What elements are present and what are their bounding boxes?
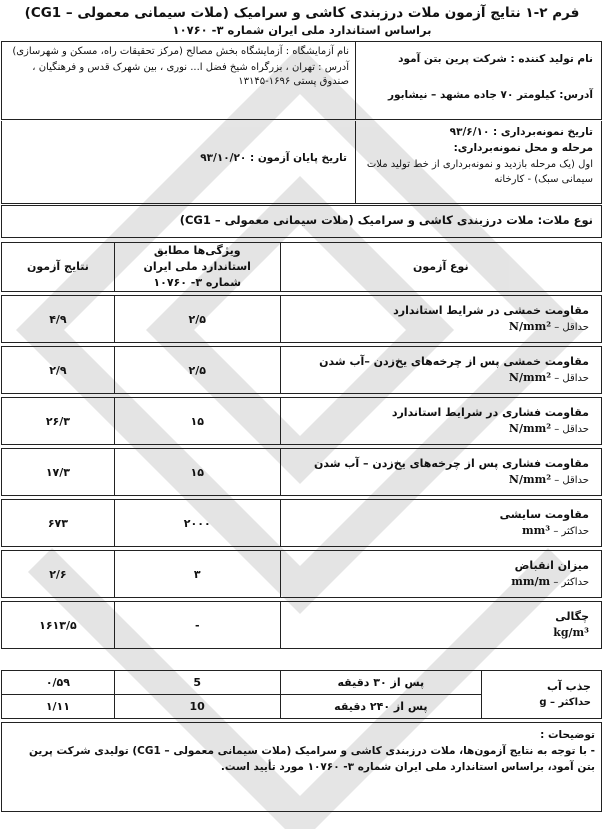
result-value: ۱/۱۱ [2,695,115,719]
mortar-type: نوع ملات: ملات درزبندی کاشی و سرامیک (ملات سیمانی معمولی – CG1) [179,213,593,227]
test-name: میزان انقباض [514,558,589,572]
test-limit: حداقل – [554,321,589,333]
test-limit: حداقل – [554,423,589,435]
table-row [2,602,602,649]
result-value: ۱۶۱۳/۵ [2,602,115,649]
table-row [2,296,602,343]
test-limit: حداکثر – [553,525,589,537]
test-end-date: تاریخ پایان آزمون : ۹۳/۱۰/۲۰ [200,152,347,164]
water-absorption-name: جذب آب [547,679,591,693]
water-absorption-table [1,670,602,719]
spec-value: ۲/۵ [114,296,280,343]
test-name: مقاومت سایشی [499,507,589,521]
test-limit: حداقل – [554,372,589,384]
test-unit: kg/m³ [553,625,589,639]
lab-cell [2,42,355,119]
manufacturer-name: نام تولید کننده : شرکت پرین بتن آمود [398,53,593,65]
result-value: ۴/۹ [2,296,115,343]
table-row [2,347,602,394]
period-label: پس از ۳۰ دقیقه [280,671,482,695]
result-value: ۲۶/۳ [2,398,115,445]
water-absorption-limit: حداکثر – g [539,696,591,708]
header-test-type: نوع آزمون [280,243,601,292]
notes-label: توضیحات : [540,729,595,741]
table-row [2,551,602,598]
notes-box [1,722,602,812]
spec-value: ۲/۵ [114,347,280,394]
period-label: پس از ۲۴۰ دقیقه [280,695,482,719]
table-row [2,671,602,695]
table-row [2,500,602,547]
test-unit: N/mm² [508,472,552,486]
form-subtitle: براساس استاندارد ملی ایران شماره ۳- ۱۰۷۶۰ [172,23,432,37]
results-table [1,242,602,653]
spec-value: 10 [114,695,280,719]
test-unit: mm/m [511,574,551,588]
spec-value: ۲۰۰۰ [114,500,280,547]
result-value: ۰/۵۹ [2,671,115,695]
table-row [2,449,602,496]
manufacturer-address: آدرس: کیلومتر ۷۰ جاده مشهد – نیشابور [387,89,593,101]
test-unit: mm³ [522,523,551,537]
form-title: فرم ۲-۱ نتایج آزمون ملات درزبندی کاشی و سرامیک (ملات سیمانی معمولی – CG1) [24,5,580,21]
test-name: مقاومت فشاری در شرایط استاندارد [391,405,589,419]
test-unit: N/mm² [508,319,552,333]
mortar-type-row [1,205,602,238]
test-name: مقاومت خمشی در شرایط استاندارد [393,303,589,317]
spec-value: - [114,602,280,649]
spec-value: ۳ [114,551,280,598]
result-value: ۲/۶ [2,551,115,598]
lab-name: نام آزمایشگاه : آزمایشگاه بخش مصالح (مرکز تحقیقات راه، مسکن و شهرسازی) [12,46,349,57]
sampling-date: تاریخ نمونه‌برداری : ۹۳/۶/۱۰ [449,126,593,138]
test-limit: حداکثر – [553,576,589,588]
table-row [2,398,602,445]
sampling-stage: اول (یک مرحله بازدید و نمونه‌برداری از خط تولید ملات سیمانی سبک) - کارخانه [366,159,593,185]
result-value: ۶۷۳ [2,500,115,547]
result-value: ۲/۹ [2,347,115,394]
table-header-row [2,243,602,292]
header-result: نتایج آزمون [2,243,115,292]
sampling-cell [355,121,601,203]
notes-text: - با توجه به نتایج آزمون‌ها، ملات درزبندی کاشی و سرامیک (ملات سیمانی معمولی – CG1) تولیدی شرکت پرین بتن آمود، براساس استاندارد ملی ایران شماره ۳- ۱۰۷۶۰ مورد تأیید است. [28,745,595,773]
info-box-producer-lab [1,41,602,120]
spec-value: ۱۵ [114,449,280,496]
test-unit: N/mm² [508,421,552,435]
lab-address: آدرس : تهران ، بزرگراه شیخ فضل ا... نوری ، بین شهرک قدس و فرهنگیان ، صندوق پستی ۱۶۹۶-۱۳۱۴۵ [32,62,349,87]
header-spec: ویژگی‌ها مطابق استاندارد ملی ایران شماره ۳- ۱۰۷۶۰ [114,243,280,292]
test-name: مقاومت خمشی پس از چرخه‌های یخ‌زدن –آب شدن [319,354,589,368]
producer-cell [355,42,601,119]
test-end-cell [2,121,355,203]
spec-value: 5 [114,671,280,695]
spec-value: ۱۵ [114,398,280,445]
test-limit: حداقل – [554,474,589,486]
result-value: ۱۷/۳ [2,449,115,496]
info-box-sampling [1,121,602,204]
test-name: چگالی [555,609,589,623]
test-unit: N/mm² [508,370,552,384]
sampling-stage-label: مرحله و محل نمونه‌برداری: [453,142,593,154]
test-name: مقاومت فشاری پس از چرخه‌های یخ‌زدن – آب شدن [313,456,589,470]
